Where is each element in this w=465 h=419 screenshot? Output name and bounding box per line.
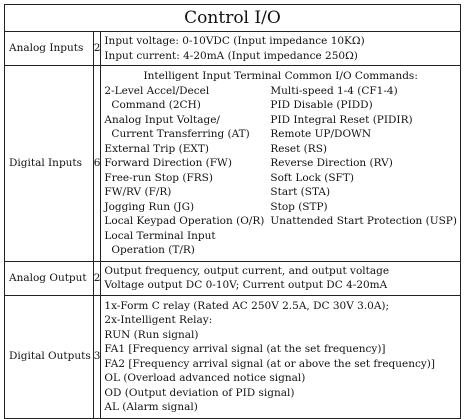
- digital-output-line: RUN (Run signal): [104, 328, 199, 341]
- digital-input-command: PID Integral Reset (PIDIR): [270, 113, 413, 126]
- digital-output-line: FA1 [Frequency arrival signal (at the set frequency)]: [104, 343, 386, 355]
- digital-output-line: FA2 [Frequency arrival signal (at or above the set frequency)]: [104, 357, 435, 370]
- digital-input-command: Local Keypad Operation (O/R): [104, 215, 265, 227]
- digital-input-command: Soft Lock (SFT): [270, 171, 354, 184]
- digital-output-line: OL (Overload advanced notice signal): [104, 372, 306, 384]
- digital-input-command: Command (2CH): [111, 99, 201, 111]
- digital-input-command: Unattended Start Protection (USP): [270, 215, 457, 227]
- digital-outputs-label: Digital Outputs: [5, 295, 94, 418]
- analog-inputs-description: [101, 32, 461, 66]
- digital-output-line: 1x-Form C relay (Rated AC 250V 2.5A, DC 30V 3.0A);: [104, 299, 390, 312]
- digital-input-command: PID Disable (PIDD): [270, 99, 373, 111]
- digital-input-command: FW/RV (F/R): [104, 186, 172, 198]
- analog-output-row: [5, 261, 461, 295]
- digital-inputs-row: [5, 66, 461, 262]
- digital-outputs-count: 3: [93, 295, 101, 418]
- digital-input-command: 2-Level Accel/Decel: [104, 84, 210, 97]
- analog-output-description: [101, 261, 461, 295]
- analog-input-line: Input voltage: 0-10VDC (Input impedance 10KΩ): [104, 35, 365, 47]
- digital-outputs-row: [5, 295, 461, 418]
- title-row: [5, 5, 461, 32]
- digital-inputs-columns: [104, 84, 457, 258]
- digital-input-command: Stop (STP): [270, 200, 328, 213]
- control-io-table-container: [4, 4, 459, 419]
- analog-inputs-count: 2: [93, 32, 101, 66]
- analog-inputs-label: Analog Inputs: [5, 32, 94, 66]
- digital-input-command: Analog Input Voltage/: [104, 113, 220, 126]
- digital-input-command: Start (STA): [270, 186, 331, 198]
- digital-input-command: Forward Direction (FW): [104, 157, 232, 169]
- digital-input-command: Reset (RS): [270, 142, 327, 155]
- digital-input-command: Operation (T/R): [111, 244, 195, 256]
- digital-inputs-right-column: [270, 84, 457, 258]
- digital-output-line: AL (Alarm signal): [104, 401, 198, 413]
- analog-inputs-row: [5, 32, 461, 66]
- digital-output-line: OD (Output deviation of PID signal): [104, 386, 295, 399]
- control-io-table: [4, 4, 461, 419]
- analog-input-line: Input current: 4-20mA (Input impedance 250Ω): [104, 49, 358, 62]
- analog-output-line: Voltage output DC 0-10V; Current output DC 4-20mA: [104, 279, 388, 291]
- digital-inputs-left-column: [104, 84, 270, 258]
- digital-input-command: Multi-speed 1-4 (CF1-4): [270, 84, 398, 97]
- digital-input-command: Remote UP/DOWN: [270, 128, 372, 140]
- digital-output-line: 2x-Intelligent Relay:: [104, 314, 213, 326]
- digital-inputs-label: Digital Inputs: [5, 66, 94, 262]
- digital-inputs-description: [101, 66, 461, 262]
- analog-output-count: 2: [93, 261, 101, 295]
- digital-input-command: Jogging Run (JG): [104, 200, 195, 213]
- digital-input-command: Local Terminal Input: [104, 229, 216, 242]
- digital-inputs-count: 6: [93, 66, 101, 262]
- digital-input-command: Reverse Direction (RV): [270, 157, 393, 169]
- digital-input-command: Free-run Stop (FRS): [104, 171, 213, 184]
- analog-output-line: Output frequency, output current, and output voltage: [104, 264, 390, 277]
- digital-input-command: External Trip (EXT): [104, 142, 209, 155]
- digital-outputs-description: [101, 295, 461, 418]
- digital-inputs-heading: Intelligent Input Terminal Common I/O Commands:: [143, 70, 418, 82]
- digital-input-command: Current Transferring (AT): [111, 128, 250, 140]
- table-title: Control I/O: [5, 5, 461, 32]
- analog-output-label: Analog Output: [5, 261, 94, 295]
